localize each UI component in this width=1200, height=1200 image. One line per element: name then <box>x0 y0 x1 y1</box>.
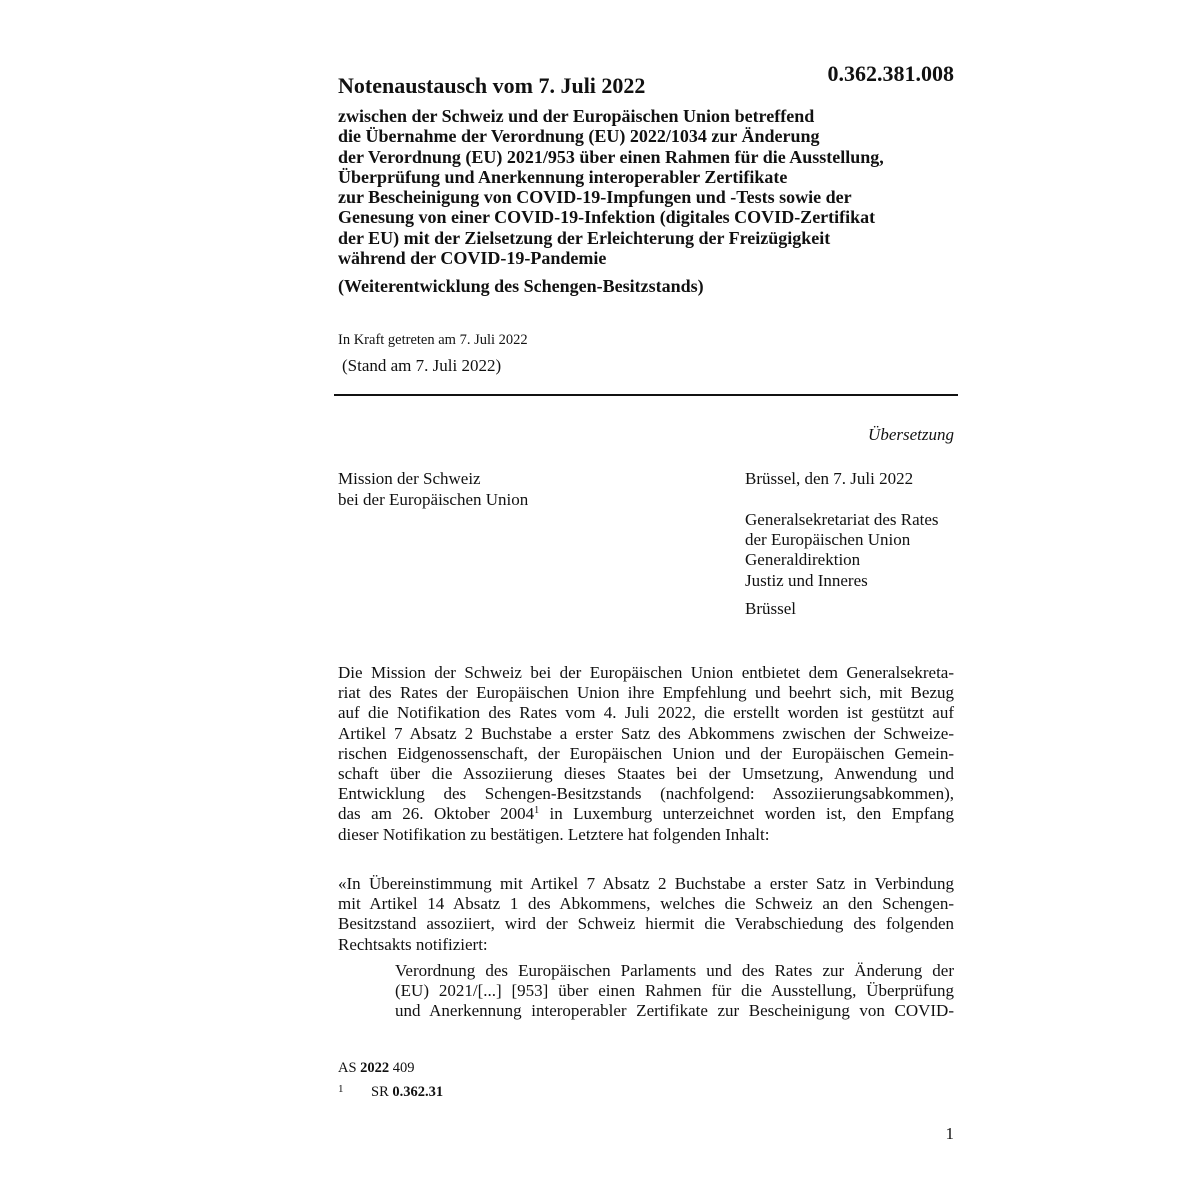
sender-address <box>338 469 528 510</box>
recipient-address <box>745 510 939 591</box>
footnote-reference[interactable]: 1 <box>534 805 540 817</box>
paragraph-line: Entwicklung des Schengen-Besitzstands (nachfolgend: Assoziierungsabkommen), <box>338 784 954 804</box>
body-paragraph-1 <box>338 663 954 845</box>
subtitle-line: Überprüfung und Anerkennung interoperabler Zertifikate <box>338 166 788 187</box>
as-prefix: AS <box>338 1060 357 1076</box>
recipient-line: der Europäischen Union <box>745 530 911 550</box>
footnote-sr-number[interactable]: 0.362.31 <box>392 1084 444 1100</box>
paragraph-line: auf die Notifikation des Rates vom 4. Juli 2022, die erstellt worden ist gestützt auf <box>338 703 954 723</box>
schengen-note: (Weiterentwicklung des Schengen-Besitzstands) <box>338 276 704 296</box>
in-force-date: In Kraft getreten am 7. Juli 2022 <box>338 332 528 348</box>
paragraph-line: schaft über die Assoziierung dieses Staates bei der Umsetzung, Anwendung und <box>338 763 954 783</box>
body-paragraph-2 <box>338 874 954 955</box>
quoted-regulation <box>395 961 954 1022</box>
subtitle-line: zur Bescheinigung von COVID-19-Impfungen und -Tests sowie der <box>338 187 852 208</box>
footnote-as <box>338 1059 415 1077</box>
recipient-line: Generalsekretariat des Rates <box>745 510 939 529</box>
sender-line: Mission der Schweiz <box>338 469 481 488</box>
paragraph-line: mit Artikel 14 Absatz 1 des Abkommens, welches die Schweiz an den Schengen- <box>338 894 954 914</box>
subtitle-line: die Übernahme der Verordnung (EU) 2022/1034 zur Änderung <box>338 126 820 147</box>
subtitle-line: zwischen der Schweiz und der Europäischen Union betreffend <box>338 106 815 126</box>
sender-line: bei der Europäischen Union <box>338 489 529 509</box>
recipient-line: Justiz und Inneres <box>745 570 868 590</box>
subtitle-line: während der COVID-19-Pandemie <box>338 248 607 269</box>
status-date: (Stand am 7. Juli 2022) <box>342 356 502 375</box>
as-year: 2022 <box>360 1060 390 1076</box>
paragraph-line: und Anerkennung interoperabler Zertifikate zur Bescheinigung von COVID- <box>395 1001 954 1021</box>
paragraph-line: Artikel 7 Absatz 2 Buchstabe a erster Satz des Abkommens zwischen der Schweize- <box>338 723 954 743</box>
paragraph-line <box>338 804 954 824</box>
document-subtitle <box>338 106 978 268</box>
recipient-city: Brüssel <box>745 599 796 618</box>
subtitle-line: Genesung von einer COVID-19-Infektion (digitales COVID-Zertifikat <box>338 207 876 228</box>
page-number: 1 <box>945 1124 954 1143</box>
footnote-1 <box>338 1080 443 1101</box>
line-text: in Luxemburg unterzeichnet worden ist, den Empfang <box>539 804 954 824</box>
paragraph-line: rischen Eidgenossenschaft, der Europäischen Union und der Europäischen Gemein- <box>338 743 954 763</box>
paragraph-line: Verordnung des Europäischen Parlaments und des Rates zur Änderung der <box>395 961 954 980</box>
sr-number: 0.362.381.008 <box>827 61 954 86</box>
document-title: Notenaustausch vom 7. Juli 2022 <box>338 73 646 98</box>
paragraph-line: Rechtsakts notifiziert: <box>338 934 488 954</box>
translation-note: Übersetzung <box>868 425 954 444</box>
paragraph-line: «In Übereinstimmung mit Artikel 7 Absatz 2 Buchstabe a erster Satz in Verbindung <box>338 874 954 893</box>
paragraph-line: riat des Rates der Europäischen Union ihre Empfehlung und beehrt sich, mit Bezug <box>338 683 954 703</box>
paragraph-line: (EU) 2021/[...] [953] über einen Rahmen für die Ausstellung, Überprüfung <box>395 981 954 1001</box>
as-page: 409 <box>392 1060 415 1076</box>
footnote-prefix: SR <box>371 1084 389 1100</box>
paragraph-line: Die Mission der Schweiz bei der Europäischen Union entbietet dem Generalsekreta- <box>338 663 954 682</box>
header-divider <box>334 394 958 396</box>
letter-date: Brüssel, den 7. Juli 2022 <box>745 469 914 488</box>
paragraph-line: dieser Notifikation zu bestätigen. Letztere hat folgenden Inhalt: <box>338 824 770 844</box>
recipient-line: Generaldirektion <box>745 550 861 570</box>
line-text: das am 26. Oktober 2004 <box>338 804 535 824</box>
subtitle-line: der Verordnung (EU) 2021/953 über einen Rahmen für die Ausstellung, <box>338 146 884 167</box>
subtitle-line: der EU) mit der Zielsetzung der Erleichterung der Freizügigkeit <box>338 227 831 248</box>
paragraph-line: Besitzstand assoziiert, wird der Schweiz hiermit die Verabschiedung des folgenden <box>338 914 954 934</box>
footnote-mark: 1 <box>338 1083 344 1095</box>
